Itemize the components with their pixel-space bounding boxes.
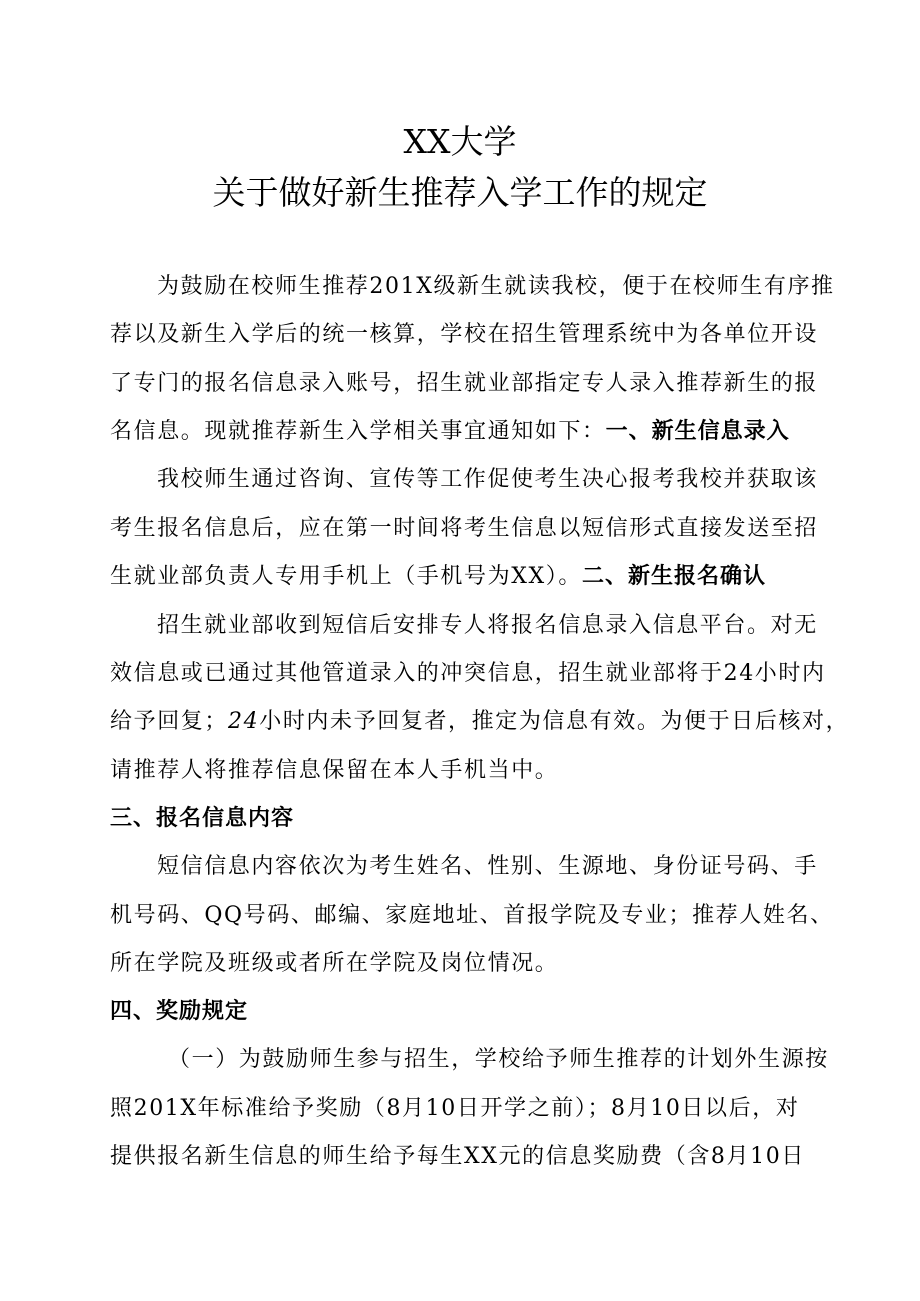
paragraph-line: 招生就业部收到短信后安排专人将报名信息录入信息平台。对无 <box>157 613 818 638</box>
paragraph-line: 提供报名新生信息的师生给予每生XX元的信息奖励费（含8月10日 <box>110 1144 805 1169</box>
paragraph-text: 生就业部负责人专用手机上（手机号为XX）。 <box>110 564 582 589</box>
section-heading-2: 二、新生报名确认 <box>581 564 766 589</box>
paragraph-line: 机号码、QQ号码、邮编、家庭地址、首报学院及专业；推荐人姓名、 <box>110 903 834 928</box>
paragraph-line: 我校师生通过咨询、宣传等工作促使考生决心报考我校并获取该 <box>157 467 818 492</box>
paragraph-line: 考生报名信息后，应在第一时间将考生信息以短信形式直接发送至招 <box>110 516 819 541</box>
paragraph-text: 小时内未予回复者，推定为信息有效。为便于日后核对， <box>259 709 850 734</box>
paragraph-line: 为鼓励在校师生推荐201X级新生就读我校，便于在校师生有序推 <box>157 274 835 299</box>
paragraph-line: 短信信息内容依次为考生姓名、性别、生源地、身份证号码、手 <box>157 854 818 879</box>
document-title-line2: 关于做好新生推荐入学工作的规定 <box>212 173 708 212</box>
section-heading-1: 一、新生信息录入 <box>605 419 790 444</box>
paragraph-line: 了专门的报名信息录入账号，招生就业部指定专人录入推荐新生的报 <box>110 371 819 396</box>
document-title-line1: XX大学 <box>403 122 517 161</box>
paragraph-line: （一）为鼓励师生参与招生，学校给予师生推荐的计划外生源按 <box>168 1047 829 1072</box>
paragraph-line <box>110 417 830 447</box>
paragraph-line: 请推荐人将推荐信息保留在本人手机当中。 <box>110 758 559 783</box>
paragraph-text: 给予回复； <box>110 709 229 734</box>
paragraph-line <box>110 562 830 592</box>
section-heading-4: 四、奖励规定 <box>110 999 249 1024</box>
italic-number: 24 <box>228 709 260 734</box>
paragraph-line: 所在学院及班级或者所在学院及岗位情况。 <box>110 951 559 976</box>
paragraph-line: 照201X年标准给予奖励（8月10日开学之前）；8月10日以后，对 <box>110 1096 800 1121</box>
paragraph-line <box>110 707 850 737</box>
paragraph-line: 荐以及新生入学后的统一核算，学校在招生管理系统中为各单位开设 <box>110 322 819 347</box>
section-heading-3: 三、报名信息内容 <box>110 806 295 831</box>
paragraph-line: 效信息或已通过其他管道录入的冲突信息，招生就业部将于24小时内 <box>110 661 826 686</box>
paragraph-text: 名信息。现就推荐新生入学相关事宜通知如下： <box>110 419 606 444</box>
